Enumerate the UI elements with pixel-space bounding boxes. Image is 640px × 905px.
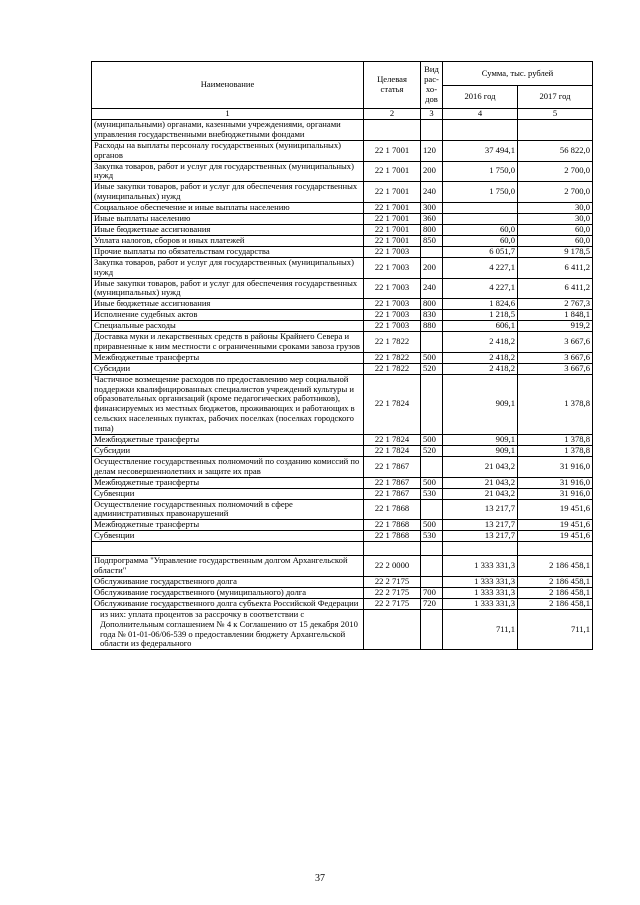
table-row [92, 203, 593, 214]
row-sum-2016: 60,0 [443, 224, 518, 235]
table-row [92, 224, 593, 235]
row-name: Закупка товаров, работ и услуг для государственных (муниципальных) нужд [92, 257, 364, 278]
row-name: Иные бюджетные ассигнования [92, 224, 364, 235]
row-sum-2016: 1 333 331,3 [443, 598, 518, 609]
header-year-2016: 2016 год [443, 86, 518, 109]
row-name: Межбюджетные трансферты [92, 520, 364, 531]
row-target-article: 22 1 7003 [364, 278, 421, 299]
row-target-article: 22 2 0000 [364, 556, 421, 577]
row-expense-type [421, 332, 443, 353]
row-name: Расходы на выплаты персоналу государственных (муниципальных) органов [92, 140, 364, 161]
row-sum-2017: 6 411,2 [518, 278, 593, 299]
row-target-article: 22 1 7001 [364, 235, 421, 246]
table-row [92, 531, 593, 542]
row-expense-type [421, 609, 443, 650]
row-sum-2017: 9 178,5 [518, 246, 593, 257]
row-expense-type: 300 [421, 203, 443, 214]
row-target-article: 22 1 7868 [364, 531, 421, 542]
row-target-article: 22 1 7003 [364, 299, 421, 310]
row-sum-2017: 19 451,6 [518, 531, 593, 542]
row-expense-type: 800 [421, 299, 443, 310]
row-sum-2016: 711,1 [443, 609, 518, 650]
column-index: 5 [518, 109, 593, 120]
row-expense-type: 200 [421, 257, 443, 278]
row-sum-2017: 1 378,8 [518, 446, 593, 457]
row-sum-2017: 3 667,6 [518, 363, 593, 374]
row-name: Обслуживание государственного долга субъекта Российской Федерации [92, 598, 364, 609]
row-sum-2016: 2 418,2 [443, 332, 518, 353]
row-target-article: 22 2 7175 [364, 576, 421, 587]
row-sum-2016: 1 333 331,3 [443, 576, 518, 587]
table-row [92, 278, 593, 299]
row-target-article: 22 1 7003 [364, 310, 421, 321]
row-target-article: 22 2 7175 [364, 598, 421, 609]
column-index: 1 [92, 109, 364, 120]
row-sum-2017: 19 451,6 [518, 520, 593, 531]
row-sum-2017: 1 378,8 [518, 374, 593, 434]
row-sum-2016: 606,1 [443, 321, 518, 332]
row-target-article: 22 1 7824 [364, 446, 421, 457]
row-sum-2017: 3 667,6 [518, 352, 593, 363]
table-row [92, 310, 593, 321]
row-name: Специальные расходы [92, 321, 364, 332]
row-name: Иные бюджетные ассигнования [92, 299, 364, 310]
row-expense-type: 520 [421, 363, 443, 374]
row-sum-2017: 60,0 [518, 235, 593, 246]
row-sum-2017: 2 186 458,1 [518, 576, 593, 587]
row-target-article: 22 2 7175 [364, 587, 421, 598]
row-expense-type: 240 [421, 278, 443, 299]
row-sum-2017: 31 916,0 [518, 477, 593, 488]
row-target-article: 22 1 7001 [364, 224, 421, 235]
table-row [92, 520, 593, 531]
row-sum-2016: 13 217,7 [443, 531, 518, 542]
row-sum-2016: 60,0 [443, 235, 518, 246]
row-name: Субвенции [92, 531, 364, 542]
row-name: Уплата налогов, сборов и иных платежей [92, 235, 364, 246]
row-expense-type: 830 [421, 310, 443, 321]
row-expense-type [421, 374, 443, 434]
table-row [92, 182, 593, 203]
spacer-row [92, 542, 593, 556]
row-sum-2016: 6 051,7 [443, 246, 518, 257]
row-sum-2017: 30,0 [518, 214, 593, 225]
row-target-article: 22 1 7003 [364, 257, 421, 278]
header-target-article: Целевая статья [364, 62, 421, 109]
row-target-article [364, 609, 421, 650]
row-sum-2017: 6 411,2 [518, 257, 593, 278]
row-name: Субвенции [92, 488, 364, 499]
row-name: Иные выплаты населению [92, 214, 364, 225]
row-sum-2016: 21 043,2 [443, 488, 518, 499]
budget-table [91, 61, 593, 650]
row-name: Прочие выплаты по обязательствам государства [92, 246, 364, 257]
page-number: 37 [315, 873, 325, 884]
row-target-article: 22 1 7001 [364, 182, 421, 203]
row-sum-2016 [443, 119, 518, 140]
row-expense-type: 200 [421, 161, 443, 182]
row-name: Межбюджетные трансферты [92, 477, 364, 488]
row-expense-type: 500 [421, 520, 443, 531]
row-target-article: 22 1 7868 [364, 520, 421, 531]
column-index: 4 [443, 109, 518, 120]
row-target-article: 22 1 7822 [364, 352, 421, 363]
table-row [92, 299, 593, 310]
row-target-article: 22 1 7822 [364, 332, 421, 353]
row-expense-type: 500 [421, 477, 443, 488]
row-name: из них: уплата процентов за рассрочку в соответствии с Дополнительным соглашением № 4 к Соглашению от 15 декабря 2010 года № 01-01-06/06-539 о предоставлении бюджету Архангельской области из федерального [92, 609, 364, 650]
header-name: Наименование [92, 62, 364, 109]
row-expense-type: 800 [421, 224, 443, 235]
row-sum-2016: 13 217,7 [443, 499, 518, 520]
table-row [92, 435, 593, 446]
row-target-article: 22 1 7824 [364, 374, 421, 434]
row-name: Субсидии [92, 363, 364, 374]
row-name: Подпрограмма "Управление государственным долгом Архангельской области" [92, 556, 364, 577]
row-sum-2017 [518, 542, 593, 556]
row-name: Закупка товаров, работ и услуг для государственных (муниципальных) нужд [92, 161, 364, 182]
row-target-article: 22 1 7001 [364, 214, 421, 225]
row-sum-2017: 2 700,0 [518, 182, 593, 203]
table-row [92, 456, 593, 477]
row-expense-type: 360 [421, 214, 443, 225]
row-name: Обслуживание государственного (муниципального) долга [92, 587, 364, 598]
table-row [92, 488, 593, 499]
table-row [92, 332, 593, 353]
table-header [92, 62, 593, 109]
row-sum-2016: 1 218,5 [443, 310, 518, 321]
row-sum-2017: 30,0 [518, 203, 593, 214]
row-sum-2016 [443, 542, 518, 556]
row-sum-2017: 3 667,6 [518, 332, 593, 353]
table-row [92, 321, 593, 332]
row-sum-2017: 1 378,8 [518, 435, 593, 446]
row-target-article: 22 1 7001 [364, 161, 421, 182]
row-name: (муниципальными) органами, казенными учреждениями, органами управления государственными внебюджетными фондами [92, 119, 364, 140]
row-sum-2017: 2 767,3 [518, 299, 593, 310]
row-expense-type: 500 [421, 435, 443, 446]
row-sum-2017: 31 916,0 [518, 456, 593, 477]
row-sum-2017: 19 451,6 [518, 499, 593, 520]
row-expense-type [421, 556, 443, 577]
row-expense-type [421, 246, 443, 257]
table-row [92, 609, 593, 650]
table-row [92, 374, 593, 434]
row-target-article: 22 1 7001 [364, 140, 421, 161]
row-expense-type: 520 [421, 446, 443, 457]
row-sum-2016: 909,1 [443, 374, 518, 434]
header-sum: Сумма, тыс. рублей [443, 62, 593, 86]
row-sum-2017: 2 186 458,1 [518, 587, 593, 598]
row-expense-type: 500 [421, 352, 443, 363]
row-expense-type [421, 119, 443, 140]
row-expense-type: 240 [421, 182, 443, 203]
row-sum-2017: 2 186 458,1 [518, 556, 593, 577]
row-sum-2017: 711,1 [518, 609, 593, 650]
row-sum-2016: 1 333 331,3 [443, 587, 518, 598]
table-row [92, 446, 593, 457]
row-target-article: 22 1 7868 [364, 499, 421, 520]
row-expense-type: 850 [421, 235, 443, 246]
table-row [92, 140, 593, 161]
table-row [92, 576, 593, 587]
table-row [92, 556, 593, 577]
row-name: Социальное обеспечение и иные выплаты населению [92, 203, 364, 214]
table-row [92, 598, 593, 609]
row-target-article: 22 1 7867 [364, 477, 421, 488]
row-sum-2017: 2 700,0 [518, 161, 593, 182]
row-name: Иные закупки товаров, работ и услуг для обеспечения государственных (муниципальных) нужд [92, 182, 364, 203]
row-sum-2016: 13 217,7 [443, 520, 518, 531]
row-sum-2016: 909,1 [443, 435, 518, 446]
row-sum-2016: 21 043,2 [443, 456, 518, 477]
row-name: Обслуживание государственного долга [92, 576, 364, 587]
table-row [92, 235, 593, 246]
table-row [92, 499, 593, 520]
row-sum-2017: 919,2 [518, 321, 593, 332]
table-row [92, 477, 593, 488]
row-target-article: 22 1 7867 [364, 488, 421, 499]
row-expense-type: 720 [421, 598, 443, 609]
row-name: Межбюджетные трансферты [92, 352, 364, 363]
row-target-article: 22 1 7867 [364, 456, 421, 477]
table-row [92, 161, 593, 182]
column-index: 3 [421, 109, 443, 120]
table-body [92, 109, 593, 650]
row-expense-type: 530 [421, 488, 443, 499]
table-row [92, 587, 593, 598]
row-expense-type [421, 456, 443, 477]
row-target-article [364, 542, 421, 556]
row-target-article: 22 1 7001 [364, 203, 421, 214]
row-sum-2016: 4 227,1 [443, 257, 518, 278]
row-name: Исполнение судебных актов [92, 310, 364, 321]
header-year-2017: 2017 год [518, 86, 593, 109]
row-sum-2016 [443, 203, 518, 214]
row-sum-2016: 37 494,1 [443, 140, 518, 161]
table-row [92, 119, 593, 140]
row-sum-2017: 1 848,1 [518, 310, 593, 321]
row-sum-2017 [518, 119, 593, 140]
table-row [92, 352, 593, 363]
row-name: Субсидии [92, 446, 364, 457]
row-sum-2016: 4 227,1 [443, 278, 518, 299]
row-sum-2016 [443, 214, 518, 225]
row-target-article: 22 1 7003 [364, 321, 421, 332]
row-expense-type: 700 [421, 587, 443, 598]
row-sum-2016: 1 824,6 [443, 299, 518, 310]
row-expense-type: 880 [421, 321, 443, 332]
row-sum-2017: 31 916,0 [518, 488, 593, 499]
row-name: Межбюджетные трансферты [92, 435, 364, 446]
row-expense-type [421, 499, 443, 520]
table-row [92, 257, 593, 278]
row-target-article: 22 1 7824 [364, 435, 421, 446]
row-target-article: 22 1 7003 [364, 246, 421, 257]
row-name: Осуществление государственных полномочий в сфере административных правонарушений [92, 499, 364, 520]
row-expense-type: 120 [421, 140, 443, 161]
table-row [92, 363, 593, 374]
row-expense-type: 530 [421, 531, 443, 542]
row-sum-2016: 1 750,0 [443, 161, 518, 182]
row-sum-2016: 909,1 [443, 446, 518, 457]
row-sum-2016: 21 043,2 [443, 477, 518, 488]
row-target-article [364, 119, 421, 140]
row-name: Частичное возмещение расходов по предоставлению мер социальной поддержки квалифицированных специалистов учреждений культуры и образовательных организаций (кроме педагогических работников), финансируемых из местных бюджетов, проживающих и работающих в сельских населенных пунктах, рабочих поселках (поселках городского типа) [92, 374, 364, 434]
column-index: 2 [364, 109, 421, 120]
row-sum-2016: 1 750,0 [443, 182, 518, 203]
row-name [92, 542, 364, 556]
table-row [92, 246, 593, 257]
table-row [92, 214, 593, 225]
row-expense-type [421, 576, 443, 587]
header-expense-type: Вид рас-хо-дов [421, 62, 443, 109]
row-sum-2017: 60,0 [518, 224, 593, 235]
row-sum-2016: 2 418,2 [443, 363, 518, 374]
row-sum-2017: 2 186 458,1 [518, 598, 593, 609]
row-sum-2017: 56 822,0 [518, 140, 593, 161]
row-name: Доставка муки и лекарственных средств в районы Крайнего Севера и приравненные к ним местности с ограниченными сроками завоза грузов [92, 332, 364, 353]
row-target-article: 22 1 7822 [364, 363, 421, 374]
row-sum-2016: 1 333 331,3 [443, 556, 518, 577]
row-sum-2016: 2 418,2 [443, 352, 518, 363]
row-name: Осуществление государственных полномочий по созданию комиссий по делам несовершеннолетних и защите их прав [92, 456, 364, 477]
column-index-row [92, 109, 593, 120]
row-name: Иные закупки товаров, работ и услуг для обеспечения государственных (муниципальных) нужд [92, 278, 364, 299]
row-expense-type [421, 542, 443, 556]
